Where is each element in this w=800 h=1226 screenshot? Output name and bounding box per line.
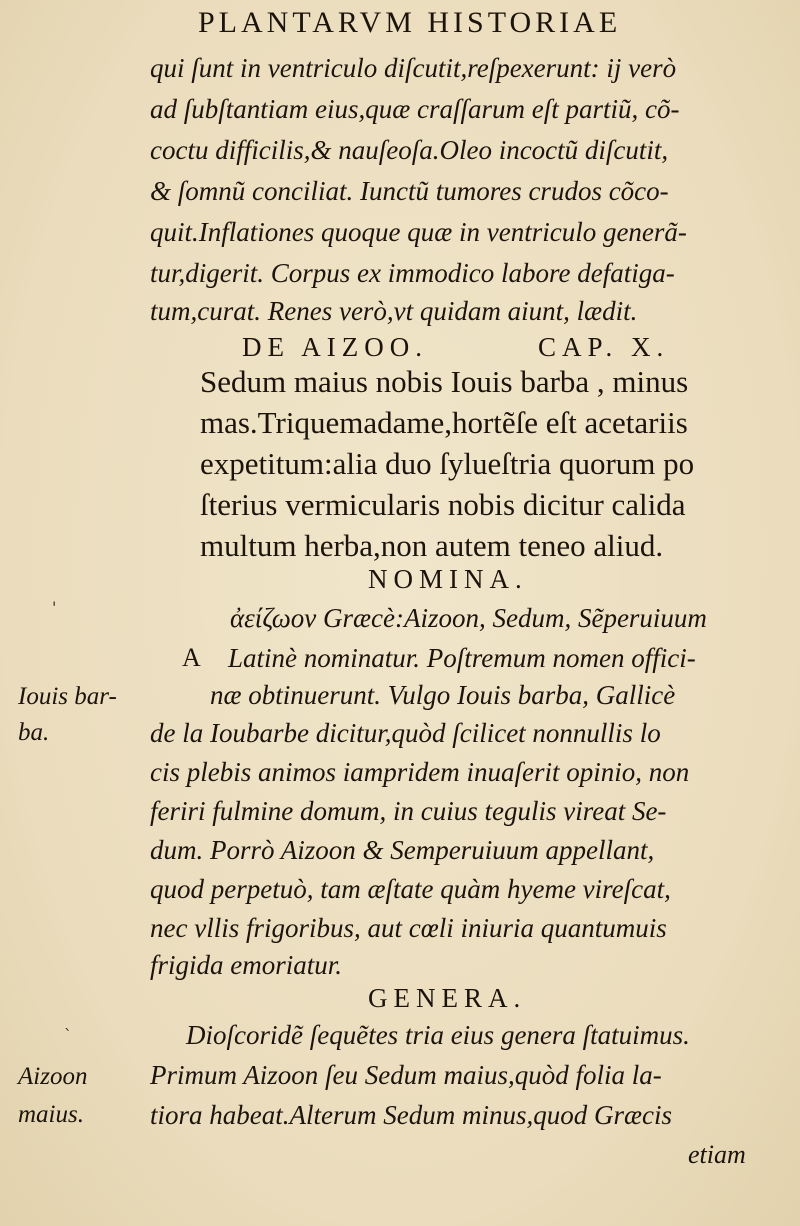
body-line: quit.Inflationes quoque quæ in ventriculo generã- <box>150 217 687 247</box>
nomina-line: dum. Porrò Aizoon & Semperuiuum appellant, <box>150 835 655 865</box>
nomina-line: cis plebis animos iampridem inuaſerit opinio, non <box>150 757 690 787</box>
chapter-title: DE AIZOO. <box>242 332 428 362</box>
nomina-line: quod perpetuò, tam æſtate quàm hyeme vireſcat, <box>150 874 671 904</box>
body-line: & ſomnũ conciliat. Iunctũ tumores crudos cõco- <box>150 176 669 206</box>
nomina-line: ἀείζωον Græcè:Aizoon, Sedum, Sẽperuiuum <box>230 603 707 633</box>
genera-line: Primum Aizoon ſeu Sedum maius,quòd folia la- <box>150 1060 662 1090</box>
roman-line: multum herba,non autem teneo aliud. <box>200 528 664 563</box>
margin-note: maius. <box>18 1101 84 1128</box>
body-line: qui ſunt in ventriculo diſcutit,reſpexerunt: ij verò <box>150 53 677 83</box>
margin-note: Aizoon <box>18 1063 88 1090</box>
body-line: tum,curat. Renes verò,vt quidam aiunt, lædit. <box>150 296 638 326</box>
catchword: etiam <box>688 1140 746 1169</box>
nomina-line: frigida emoriatur. <box>150 950 343 980</box>
ink-speck: ` <box>64 1026 72 1045</box>
roman-line: ſterius vermicularis nobis dicitur calida <box>200 487 686 522</box>
roman-line: Sedum maius nobis Iouis barba , minus <box>200 364 689 399</box>
margin-note: ba. <box>18 719 50 746</box>
body-line: coctu difficilis,& nauſeoſa.Oleo incoctũ diſcutit, <box>150 135 669 165</box>
roman-line: mas.Triquemadame,hortẽſe eſt acetariis <box>200 405 688 440</box>
body-line: ad ſubſtantiam eius,quæ craſſarum eſt partiũ, cõ- <box>150 94 680 124</box>
section-letter: A <box>182 643 201 672</box>
nomina-line: næ obtinuerunt. Vulgo Iouis barba, Gallicè <box>210 680 676 710</box>
margin-note: Iouis bar- <box>18 683 117 710</box>
nomina-line: de la Ioubarbe dicitur,quòd ſcilicet nonnullis lo <box>150 718 661 748</box>
ink-speck: ' <box>52 598 57 617</box>
chapter-number: CAP. X. <box>538 332 670 362</box>
genera-heading: GENERA. <box>368 983 527 1013</box>
genera-line: tiora habeat.Alterum Sedum minus,quod Græcis <box>150 1100 672 1130</box>
nomina-line: nec vllis frigoribus, aut cœli iniuria quantumuis <box>150 913 667 943</box>
nomina-line: Latinè nominatur. Poſtremum nomen offici- <box>228 643 696 673</box>
running-head: PLANTARVM HISTORIAE <box>198 6 622 39</box>
nomina-heading: NOMINA. <box>368 564 528 594</box>
body-line: tur,digerit. Corpus ex immodico labore defatiga- <box>150 258 675 288</box>
roman-line: expetitum:alia duo ſylueſtria quorum po <box>200 446 695 481</box>
nomina-line: feriri fulmine domum, in cuius tegulis vireat Se- <box>150 796 667 826</box>
genera-line: Dioſcoridẽ ſequẽtes tria eius genera ſtatuimus. <box>186 1020 690 1050</box>
